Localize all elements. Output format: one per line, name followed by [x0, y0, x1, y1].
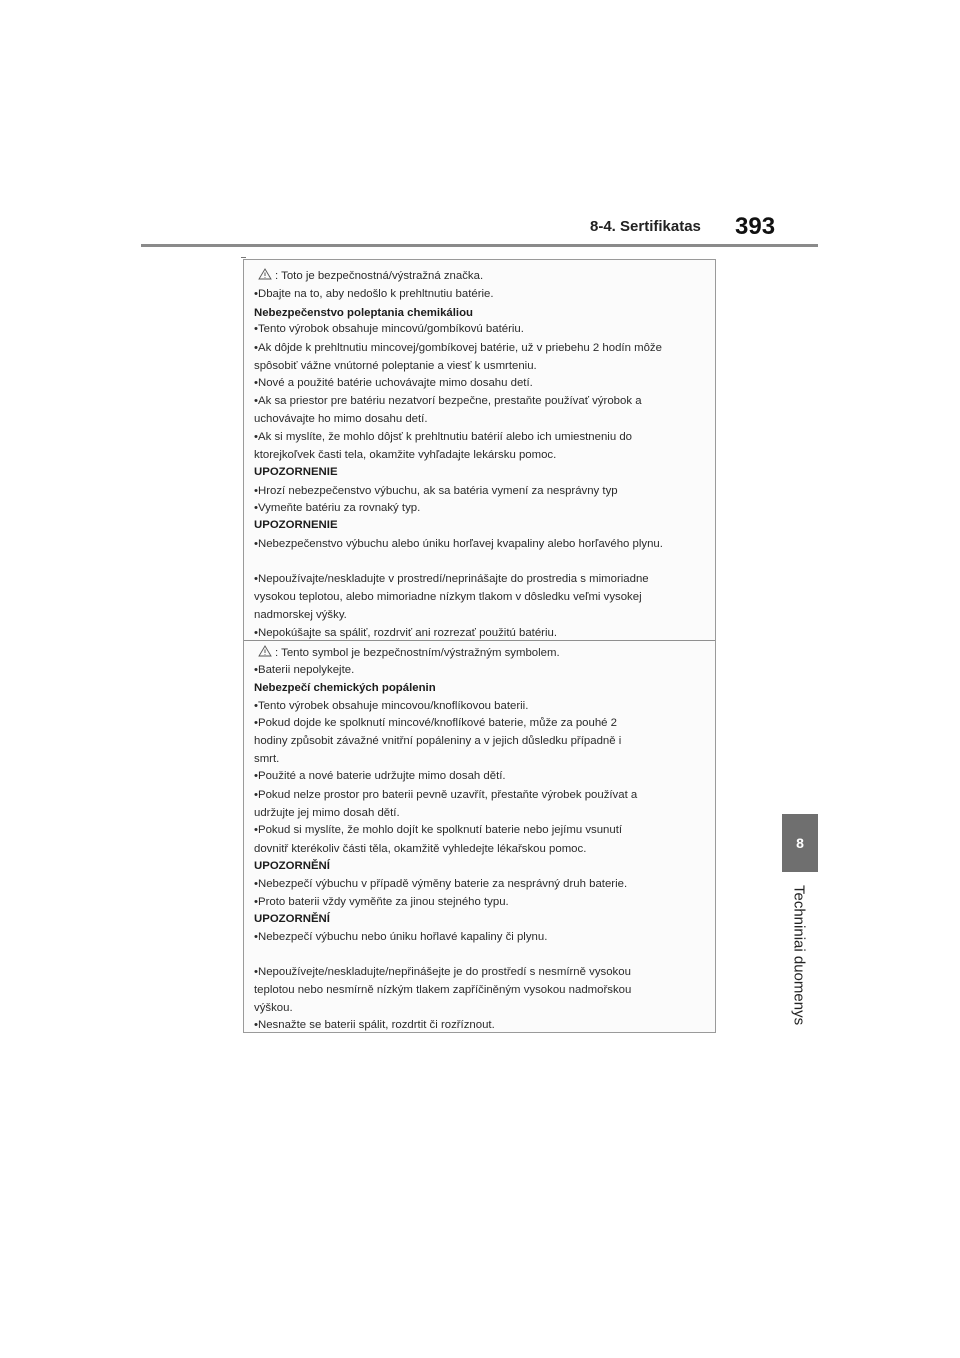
label-line-text: •Nové a použité batérie uchovávajte mimo dosahu detí.	[254, 377, 533, 389]
label-line-text: nadmorskej výšky.	[254, 609, 347, 621]
label-line	[254, 663, 354, 677]
label-line	[254, 752, 279, 766]
label-line	[254, 930, 547, 944]
label-line-text: Nebezpečí chemických popálenin	[254, 682, 436, 694]
label-line	[254, 806, 400, 820]
warning-triangle-icon	[258, 268, 272, 280]
label-line	[254, 590, 642, 604]
label-line-text: udržujte jej mimo dosah dětí.	[254, 807, 400, 819]
label-line	[254, 394, 642, 408]
label-line	[254, 537, 663, 551]
label-line-text: hodiny způsobit závažné vnitřní popáleniny a v jejich důsledku případně i	[254, 735, 622, 747]
label-line-text: •Nepoužívejte/neskladujte/nepřinášejte je do prostředí s nesmírně vysokou	[254, 966, 631, 978]
label-line-text: vysokou teplotou, alebo mimoriadne nízkym tlakom v dôsledku veľmi vysokej	[254, 591, 642, 603]
label-heading	[254, 912, 330, 926]
label-line-text: smrt.	[254, 753, 280, 765]
label-line	[254, 983, 631, 997]
label-line-text: •Použité a nové baterie udržujte mimo dosah dětí.	[254, 770, 506, 782]
label-line	[254, 322, 524, 336]
label-line-text: spôsobiť vážne vnútorné poleptanie a viesť k usmrteniu.	[254, 360, 537, 372]
label-line	[254, 626, 557, 640]
label-line-text: výškou.	[254, 1002, 293, 1014]
label-line-text: UPOZORNĚNÍ	[254, 860, 330, 872]
chapter-label-vertical	[784, 885, 814, 1035]
label-line	[254, 501, 420, 515]
label-line	[254, 484, 618, 498]
label-line-text: •Baterii nepolykejte.	[254, 664, 355, 676]
warning-triangle-icon	[258, 645, 272, 657]
label-line-text: •Nebezpečenstvo výbuchu alebo úniku horľavej kvapaliny alebo horľavého plynu.	[254, 538, 663, 550]
label-line-text: dovnitř kterékoliv části těla, okamžitě vyhledejte lékařskou pomoc.	[254, 843, 587, 855]
header-rule	[141, 244, 818, 247]
label-line-text: •Pokud si myslíte, že mohlo dojít ke spolknutí baterie nebo jejímu vsunutí	[254, 824, 623, 836]
label-heading	[254, 465, 338, 479]
label-line-text: UPOZORNENIE	[254, 466, 338, 478]
label-line-text: : Toto je bezpečnostná/výstražná značka.	[275, 270, 484, 282]
label-line	[254, 788, 637, 802]
label-line	[254, 842, 586, 856]
label-heading	[254, 518, 338, 532]
label-line	[254, 877, 627, 891]
label-line-text: •Pokud nelze prostor pro baterii pevně uzavřít, přestaňte výrobek používat a	[254, 789, 638, 801]
label-line-text: •Ak dôjde k prehltnutiu mincovej/gombíkovej batérie, už v priebehu 2 hodín môže	[254, 342, 662, 354]
label-line	[254, 895, 509, 909]
label-line	[254, 341, 662, 355]
label-line-text: UPOZORNENIE	[254, 519, 338, 531]
label-line-text: •Nebezpečí výbuchu nebo úniku hořlavé kapaliny či plynu.	[254, 931, 548, 943]
label-line-text: •Ak sa priestor pre batériu nezatvorí bezpečne, prestaňte používať výrobok a	[254, 395, 642, 407]
label-line	[254, 699, 528, 713]
label-line	[254, 769, 506, 783]
chapter-tab	[782, 814, 818, 872]
label-line-text: : Tento symbol je bezpečnostním/výstražným symbolem.	[275, 647, 560, 659]
label-line	[254, 376, 533, 390]
page-number: 393	[735, 213, 776, 240]
label-line-text: •Nesnažte se baterii spálit, rozdrtit či rozříznout.	[254, 1019, 495, 1031]
language-divider	[244, 640, 715, 641]
section-title: 8-4. Sertifikatas	[590, 218, 701, 235]
label-line-text: •Proto baterii vždy vyměňte za jinou stejného typu.	[254, 896, 509, 908]
label-line-text: •Nepokúšajte sa spáliť, rozdrviť ani rozrezať použitú batériu.	[254, 627, 557, 639]
label-heading	[254, 681, 436, 695]
battery-warning-label	[243, 259, 716, 1033]
label-line	[254, 1018, 495, 1032]
label-line-text: teplotou nebo nesmírně nízkým tlakem zapříčiněným vysokou nadmořskou	[254, 984, 632, 996]
label-line-text: •Nepoužívajte/neskladujte v prostredí/neprinášajte do prostredia s mimoriadne	[254, 573, 649, 585]
label-heading	[254, 306, 473, 320]
label-line	[254, 608, 347, 622]
label-line	[254, 287, 494, 301]
label-line	[254, 430, 632, 444]
label-line	[258, 645, 560, 660]
label-line-text: UPOZORNĚNÍ	[254, 913, 330, 925]
label-line-text: ktorejkoľvek časti tela, okamžite vyhľadajte lekársku pomoc.	[254, 449, 557, 461]
label-line-text: •Tento výrobek obsahuje mincovou/knoflíkovou baterii.	[254, 700, 529, 712]
label-line	[254, 448, 556, 462]
label-line	[258, 268, 483, 283]
label-line	[254, 1001, 293, 1015]
label-line-text: •Ak si myslíte, že mohlo dôjsť k prehltnutiu batérií alebo ich umiestneniu do	[254, 431, 633, 443]
label-line-text: Nebezpečenstvo poleptania chemikáliou	[254, 307, 474, 319]
label-line-text: uchovávajte ho mimo dosahu detí.	[254, 413, 428, 425]
label-line-text: •Hrozí nebezpečenstvo výbuchu, ak sa batéria vymení za nesprávny typ	[254, 485, 618, 497]
label-heading	[254, 859, 330, 873]
label-line	[254, 412, 428, 426]
label-line	[254, 734, 621, 748]
label-line-text: •Vymeňte batériu za rovnaký typ.	[254, 502, 421, 514]
label-line-text: •Tento výrobok obsahuje mincovú/gombíkovú batériu.	[254, 323, 524, 335]
label-line	[254, 359, 537, 373]
label-line	[254, 572, 649, 586]
label-line-text: •Nebezpečí výbuchu v případě výměny baterie za nesprávný druh baterie.	[254, 878, 628, 890]
label-line-text: •Pokud dojde ke spolknutí mincové/knoflíkové baterie, může za pouhé 2	[254, 717, 618, 729]
label-line	[254, 716, 617, 730]
chapter-label: Techniniai duomenys	[790, 885, 808, 1026]
chapter-number: 8	[796, 835, 804, 851]
label-line	[254, 965, 631, 979]
label-line	[254, 823, 622, 837]
label-line-text: •Dbajte na to, aby nedošlo k prehltnutiu batérie.	[254, 288, 494, 300]
